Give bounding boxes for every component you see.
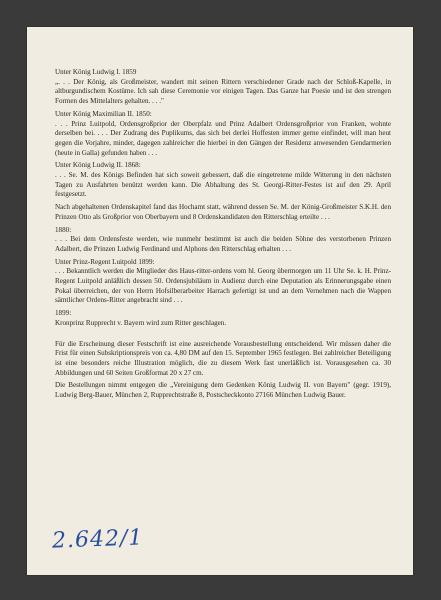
closing-paragraph: Für die Erscheinung dieser Festschrift ist eine ausreichende Vorausbestellung entscheidend. Wir müssen daher die Frist für einen Subskriptionspreis von ca. 4,80 DM auf den 15. September 1965 festlegen. Bei zahlreicher Beteiligung ist eine besonders reiche Illustration möglich, die zu diesem Werk fast unerläßlich ist. Vorausgesehen ca. 30 Abbildungen und 60 Seiten Großformat 20 x 27 cm. xyxy=(55,339,391,377)
document-text xyxy=(55,68,391,404)
section-heading: Unter König Ludwig II. 1868: xyxy=(55,161,141,170)
spacer xyxy=(55,332,391,340)
section-body: . . . Bei dem Ordensfeste werden, wie nunmehr bestimmt ist auch die beiden Söhne des verstorbenen Prinzen Adalbert, die Prinzen Ludwig Ferdinand und Alphons den Ritterschlag erhalten . . . xyxy=(55,235,391,253)
handwritten-catalog-number: 2.642/1 xyxy=(51,525,144,554)
section-body: . . . Prinz Luitpold, Ordensgroßprior der Oberpfalz und Prinz Adalbert Ordensgroßprior von Franken, wohnte derselben bei. . . . Der Zudrang des Puplikums, das sich bei derlei Hoffesten immer gerne einfindet, will man heut gegen die Vorjahre, minder, dagegen zahlreicher die hierbei in den Gängen der Residenz anwesenden Gendarmerien (heute in Galla) gefunden haben . . . xyxy=(55,119,391,157)
section-body: . . . Se. M. des Königs Befinden hat sich soweit gebessert, daß die eingetretene milde Witterung in den nächsten Tagen zu Ausfahrten benützt werden kann. Die Abhaltung des St. Georgi-Ritter-Festes ist auf den 29. April festgesetzt. xyxy=(55,171,391,199)
section-heading: 1899: xyxy=(55,309,72,318)
section-body: „. . . Der König, als Großmeister, wandert mit seinen Rittern verschiedener Grade nach der Schloß-Kapelle, in altburgundischem Kostüme. Ich sah diese Ceremonie vor einigen Tagen. Das Ganze hat Poesie und ist den strengen Formen des Mittelalters gehalten. . . ." xyxy=(55,77,391,106)
section-body: Kronprinz Rupprecht v. Bayern wird zum Ritter geschlagen. xyxy=(55,318,227,327)
section-heading: 1880: xyxy=(55,225,72,234)
section-body: . . . Bekanntlich werden die Mitglieder des Haus-ritter-ordens vom hl. Georg übermorgen um 11 Uhr Se. k. H. Prinz-Regent Luitpold anläßlich dessen 50. Ordensjubiläum in Audienz durch eine Deputation als Erinnerungsgabe einen Pokal überreichen, der von Herrn Hofsilberarbeiter Harrach gefertigt ist und an dem Vernehmen nach die Wappen sämtlicher Ordens-Ritter angebracht sind . . . xyxy=(55,267,391,305)
section-heading: Unter Prinz-Regent Luitpold 1899: xyxy=(55,257,155,266)
section-heading: Unter König Ludwig I. 1859 xyxy=(55,68,137,76)
closing-paragraph: Die Bestellungen nimmt entgegen die „Vereinigung dem Gedenken König Ludwig II. von Bayern" (gegr. 1919), Ludwig Berg-Bauer, München 2, Rupprechtstraße 8, Postscheckkonto 27166 München Ludwig Bauer. xyxy=(55,381,391,400)
section-body: Nach abgehaltenen Ordenskapitel fand das Hochamt statt, während dessen Se. M. der König-Großmeister S.K.H. den Prinzen Otto als Großprior von Oberbayern und 8 Ordenskandidaten den Ritterschlag erteilte . . . xyxy=(55,203,391,221)
section-heading: Unter König Maximilian II. 1850: xyxy=(55,109,152,118)
